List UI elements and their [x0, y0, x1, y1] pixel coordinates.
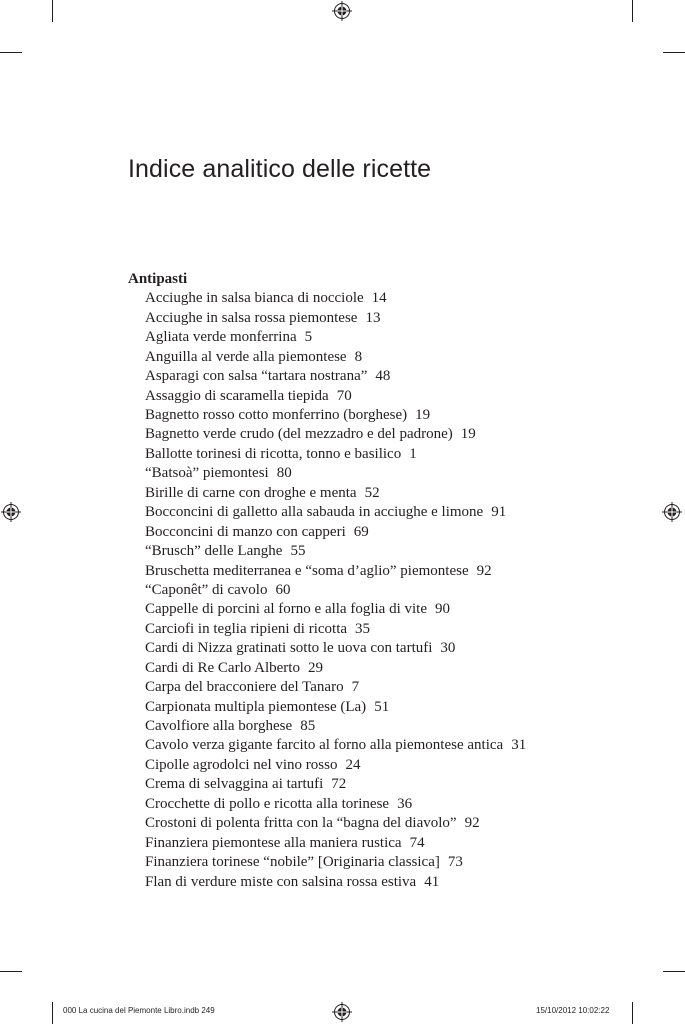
page-title: Indice analitico delle ricette: [128, 154, 432, 183]
index-entry: [128, 581, 608, 600]
recipe-name: Finanziera torinese “nobile” [Originaria classica]: [145, 854, 440, 871]
recipe-name: Ballotte torinesi di ricotta, tonno e basilico: [145, 445, 402, 462]
index-entry: [128, 523, 608, 542]
page-number: 24: [345, 756, 361, 773]
crop-mark-right-bottom: [663, 971, 685, 972]
recipe-name: “Batsoà” piemontesi: [145, 465, 269, 482]
footer-timestamp: 15/10/2012 10:02:22: [536, 1006, 610, 1015]
crop-mark-bottom-right: [632, 1002, 633, 1024]
recipe-index-list: [128, 289, 608, 892]
index-entry: [128, 639, 608, 658]
recipe-name: Bagnetto verde crudo (del mezzadro e del padrone): [145, 426, 453, 443]
registration-mark-icon: [662, 502, 682, 522]
recipe-name: Cardi di Re Carlo Alberto: [145, 659, 300, 676]
index-entry: [128, 620, 608, 639]
page-number: 73: [447, 854, 463, 871]
recipe-name: Carciofi in teglia ripieni di ricotta: [145, 620, 348, 637]
page-number: 51: [374, 698, 390, 715]
page-number: 80: [276, 465, 292, 482]
index-entry: [128, 834, 608, 853]
index-entry: [128, 387, 608, 406]
registration-mark-icon: [332, 1002, 352, 1022]
page-number: 52: [364, 484, 380, 501]
page-number: 7: [351, 679, 360, 696]
page-number: 14: [371, 290, 387, 307]
index-entry: [128, 464, 608, 483]
index-entry: [128, 309, 608, 328]
recipe-name: Carpa del bracconiere del Tanaro: [145, 679, 344, 696]
index-entry: [128, 542, 608, 561]
registration-mark-icon: [332, 1, 352, 21]
recipe-name: Carpionata multipla piemontese (La): [145, 698, 367, 715]
crop-mark-right-top: [663, 52, 685, 53]
recipe-name: Bruschetta mediterranea e “soma d’aglio” piemontese: [145, 562, 469, 579]
index-entry: [128, 562, 608, 581]
recipe-name: Asparagi con salsa “tartara nostrana”: [145, 368, 368, 385]
page-number: 1: [409, 445, 417, 462]
registration-mark-icon: [1, 502, 21, 522]
index-entry: [128, 348, 608, 367]
footer-file-slug: 000 La cucina del Piemonte Libro.indb 249: [63, 1006, 215, 1015]
page-number: 19: [415, 407, 431, 424]
index-entry: [128, 698, 608, 717]
recipe-name: Anguilla al verde alla piemontese: [145, 348, 347, 365]
index-entry: [128, 717, 608, 736]
recipe-name: Bocconcini di manzo con capperi: [145, 523, 346, 540]
page-number: 85: [300, 718, 316, 735]
recipe-name: Assaggio di scaramella tiepida: [145, 387, 329, 404]
page-number: 8: [354, 348, 363, 365]
recipe-name: Birille di carne con droghe e menta: [145, 484, 357, 501]
crop-mark-left-bottom: [0, 971, 22, 972]
recipe-name: Acciughe in salsa rossa piemontese: [145, 309, 358, 326]
index-entry: [128, 289, 608, 308]
recipe-name: Crema di selvaggina ai tartufi: [145, 776, 324, 793]
index-entry: [128, 775, 608, 794]
crop-mark-top-left: [52, 0, 53, 22]
page-number: 92: [464, 815, 480, 832]
index-entry: [128, 814, 608, 833]
index-entry: [128, 873, 608, 892]
page-number: 5: [304, 329, 313, 346]
page-number: 30: [440, 640, 456, 657]
recipe-name: Finanziera piemontese alla maniera rustica: [145, 834, 402, 851]
page-number: 19: [460, 426, 476, 443]
recipe-name: “Brusch” delle Langhe: [145, 543, 283, 560]
page-number: 72: [331, 776, 347, 793]
recipe-name: Cavolo verza gigante farcito al forno alla piemontese antica: [145, 737, 504, 754]
page-number: 70: [336, 387, 352, 404]
recipe-name: Acciughe in salsa bianca di nocciole: [145, 290, 364, 307]
recipe-name: Cipolle agrodolci nel vino rosso: [145, 756, 338, 773]
crop-mark-bottom-left: [52, 1002, 53, 1024]
index-entry: [128, 406, 608, 425]
recipe-name: Flan di verdure miste con salsina rossa estiva: [145, 873, 417, 890]
page-number: 92: [476, 562, 492, 579]
index-entry: [128, 328, 608, 347]
crop-mark-left-top: [0, 52, 22, 53]
index-entry: [128, 736, 608, 755]
recipe-name: Cardi di Nizza gratinati sotto le uova con tartufi: [145, 640, 433, 657]
recipe-name: Crocchette di pollo e ricotta alla torinese: [145, 795, 390, 812]
index-entry: [128, 678, 608, 697]
index-section: [128, 270, 608, 892]
page-number: 35: [355, 620, 371, 637]
page-number: 74: [409, 834, 425, 851]
index-entry: [128, 425, 608, 444]
index-entry: [128, 503, 608, 522]
recipe-name: “Caponêt” di cavolo: [145, 581, 268, 598]
index-entry: [128, 445, 608, 464]
recipe-name: Agliata verde monferrina: [145, 329, 297, 346]
recipe-name: Bocconcini di galletto alla sabauda in acciughe e limone: [145, 504, 484, 521]
index-entry: [128, 659, 608, 678]
page-number: 31: [511, 737, 527, 754]
page-number: 48: [375, 368, 391, 385]
page-number: 29: [307, 659, 323, 676]
index-entry: [128, 600, 608, 619]
recipe-name: Bagnetto rosso cotto monferrino (borghese): [145, 407, 408, 424]
page-number: 60: [275, 581, 291, 598]
page-number: 55: [290, 543, 306, 560]
section-heading: Antipasti: [128, 271, 188, 287]
page-number: 41: [424, 873, 440, 890]
index-entry: [128, 795, 608, 814]
recipe-name: Cappelle di porcini al forno e alla foglia di vite: [145, 601, 427, 618]
page-number: 36: [397, 795, 413, 812]
page-number: 13: [365, 309, 381, 326]
page-number: 90: [435, 601, 450, 618]
crop-mark-top-right: [632, 0, 633, 22]
index-entry: [128, 756, 608, 775]
page-number: 91: [491, 504, 507, 521]
recipe-name: Crostoni di polenta fritta con la “bagna del diavolo”: [145, 815, 457, 832]
index-entry: [128, 484, 608, 503]
page-number: 69: [353, 523, 369, 540]
index-entry: [128, 853, 608, 872]
index-entry: [128, 367, 608, 386]
recipe-name: Cavolfiore alla borghese: [145, 718, 293, 735]
